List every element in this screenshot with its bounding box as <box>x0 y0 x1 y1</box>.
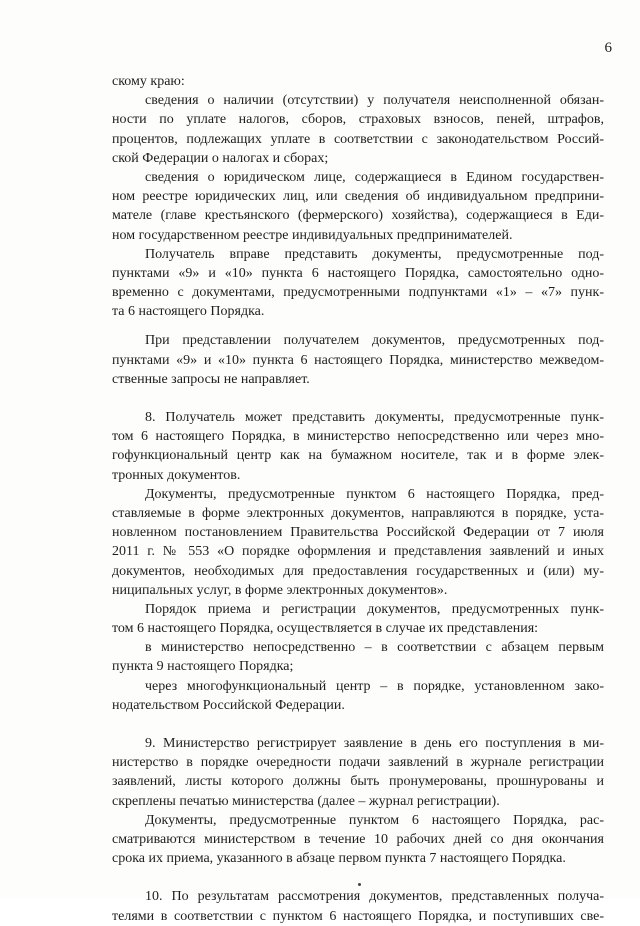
text-line: через многофункциональный центр – в порядке, установленном зако- <box>145 678 604 694</box>
text-line: Документы, предусмотренные пунктом 6 настоящего Порядка, рас- <box>145 812 604 828</box>
text-line: 2011 г. № 553 «О порядке оформления и представления заявлений и иных <box>112 544 604 560</box>
text-line: мателе (главе крестьянского (фермерского) хозяйства), содержащиеся в Еди- <box>112 208 604 224</box>
section-spacer <box>112 715 604 734</box>
text-line: процентов, подлежащих уплате в соответствии с законодательством Россий- <box>112 131 604 147</box>
paragraph-spacer <box>112 321 604 331</box>
text-line: Документы, предусмотренные пунктом 6 настоящего Порядка, пред- <box>145 486 604 502</box>
paragraph-review-period <box>112 811 604 869</box>
text-line: том 6 настоящего Порядка, в министерство непосредственно или через мно- <box>112 429 604 445</box>
text-line: временно с документами, предусмотренными подпунктами «1» – «7» пунк- <box>112 285 604 301</box>
text-line: пунктами «9» и «10» пункта 6 настоящего Порядка, самостоятельно одно- <box>112 265 604 281</box>
text-line: нодательством Российской Федерации. <box>112 697 345 713</box>
paragraph-registry-info <box>112 168 604 245</box>
text-line: При представлении получателем документов, предусмотренных под- <box>145 333 604 349</box>
text-line: 8. Получатель может представить документы, предусмотренные пунк- <box>145 410 604 425</box>
paragraph-recipient-right <box>112 245 604 322</box>
text-line: 9. Министерство регистрирует заявление в день его поступления в ми- <box>145 736 604 751</box>
text-line: том 6 настоящего Порядка, осуществляется в случае их представления: <box>112 621 539 637</box>
text-line: ном государственном реестре индивидуальных предпринимателей. <box>112 227 513 243</box>
text-line: Порядок приема и регистрации документов, предусмотренных пунк- <box>145 601 604 617</box>
text-line: гофункциональный центр как на бумажном носителе, так и в форме элек- <box>112 448 604 464</box>
text-line: пунктами «9» и «10» пункта 6 настоящего Порядка, министерство межведом- <box>112 352 604 368</box>
paragraph-reception-order <box>112 600 604 638</box>
paragraph-continuation <box>112 72 604 91</box>
paragraph-electronic-documents <box>112 485 604 600</box>
text-line: нистерство в порядке очередности подачи заявлений в журнале регистрации <box>112 755 604 771</box>
text-line: ственные запросы не направляет. <box>112 371 310 387</box>
text-line: сматриваются министерством в течение 10 рабочих дней со дня окончания <box>112 831 604 847</box>
document-body <box>112 72 604 926</box>
text-line: новленном постановлением Правительства Российской Федерации от 7 июля <box>112 525 604 541</box>
paragraph-direct-submission <box>112 638 604 676</box>
text-line: ставляемые в форме электронных документов, направляются в порядке, уста- <box>112 505 604 521</box>
text-line: скому краю: <box>112 74 185 89</box>
text-line: в министерство непосредственно – в соответствии с абзацем первым <box>145 640 604 656</box>
text-line: срока их приема, указанного в абзаце первом пункта 7 настоящего Порядка. <box>112 851 566 867</box>
text-line: телями в соответствии с пунктом 6 настоящего Порядка, и поступивших све- <box>112 908 604 924</box>
section-spacer <box>112 389 604 408</box>
text-line: ской Федерации о налогах и сборах; <box>112 150 329 166</box>
scan-speck <box>358 883 361 886</box>
text-line: Получатель вправе представить документы, предусмотренные под- <box>145 246 604 262</box>
paragraph-tax-arrears <box>112 91 604 168</box>
paragraph-no-requests <box>112 331 604 389</box>
text-line: 10. По результатам рассмотрения документов, представленных получа- <box>145 889 604 905</box>
text-line: ниципальных услуг, в форме электронных документов». <box>112 582 448 598</box>
text-line: документов, необходимых для предоставления государственных и (или) му- <box>112 563 604 579</box>
text-line: ности по уплате налогов, сборов, страховых взносов, пеней, штрафов, <box>112 112 604 128</box>
page-number: 6 <box>604 40 612 56</box>
text-line: та 6 настоящего Порядка. <box>112 304 265 320</box>
paragraph-clause-9 <box>112 734 604 811</box>
text-line: заявлений, листы которого должны быть пронумерованы, прошнурованы и <box>112 774 604 790</box>
text-line: сведения о наличии (отсутствии) у получателя неисполненной обязан- <box>145 93 604 109</box>
paragraph-clause-10 <box>112 887 604 925</box>
text-line: пункта 9 настоящего Порядка; <box>112 659 294 675</box>
text-line: ном реестре юридических лиц, или сведения об индивидуальном предприни- <box>112 189 604 205</box>
paragraph-mfc-submission <box>112 677 604 715</box>
paragraph-clause-8 <box>112 408 604 485</box>
text-line: скреплены печатью министерства (далее – журнал регистрации). <box>112 793 500 809</box>
text-line: сведения о юридическом лице, содержащиеся в Едином государствен- <box>145 169 604 185</box>
text-line: тронных документов. <box>112 467 241 483</box>
